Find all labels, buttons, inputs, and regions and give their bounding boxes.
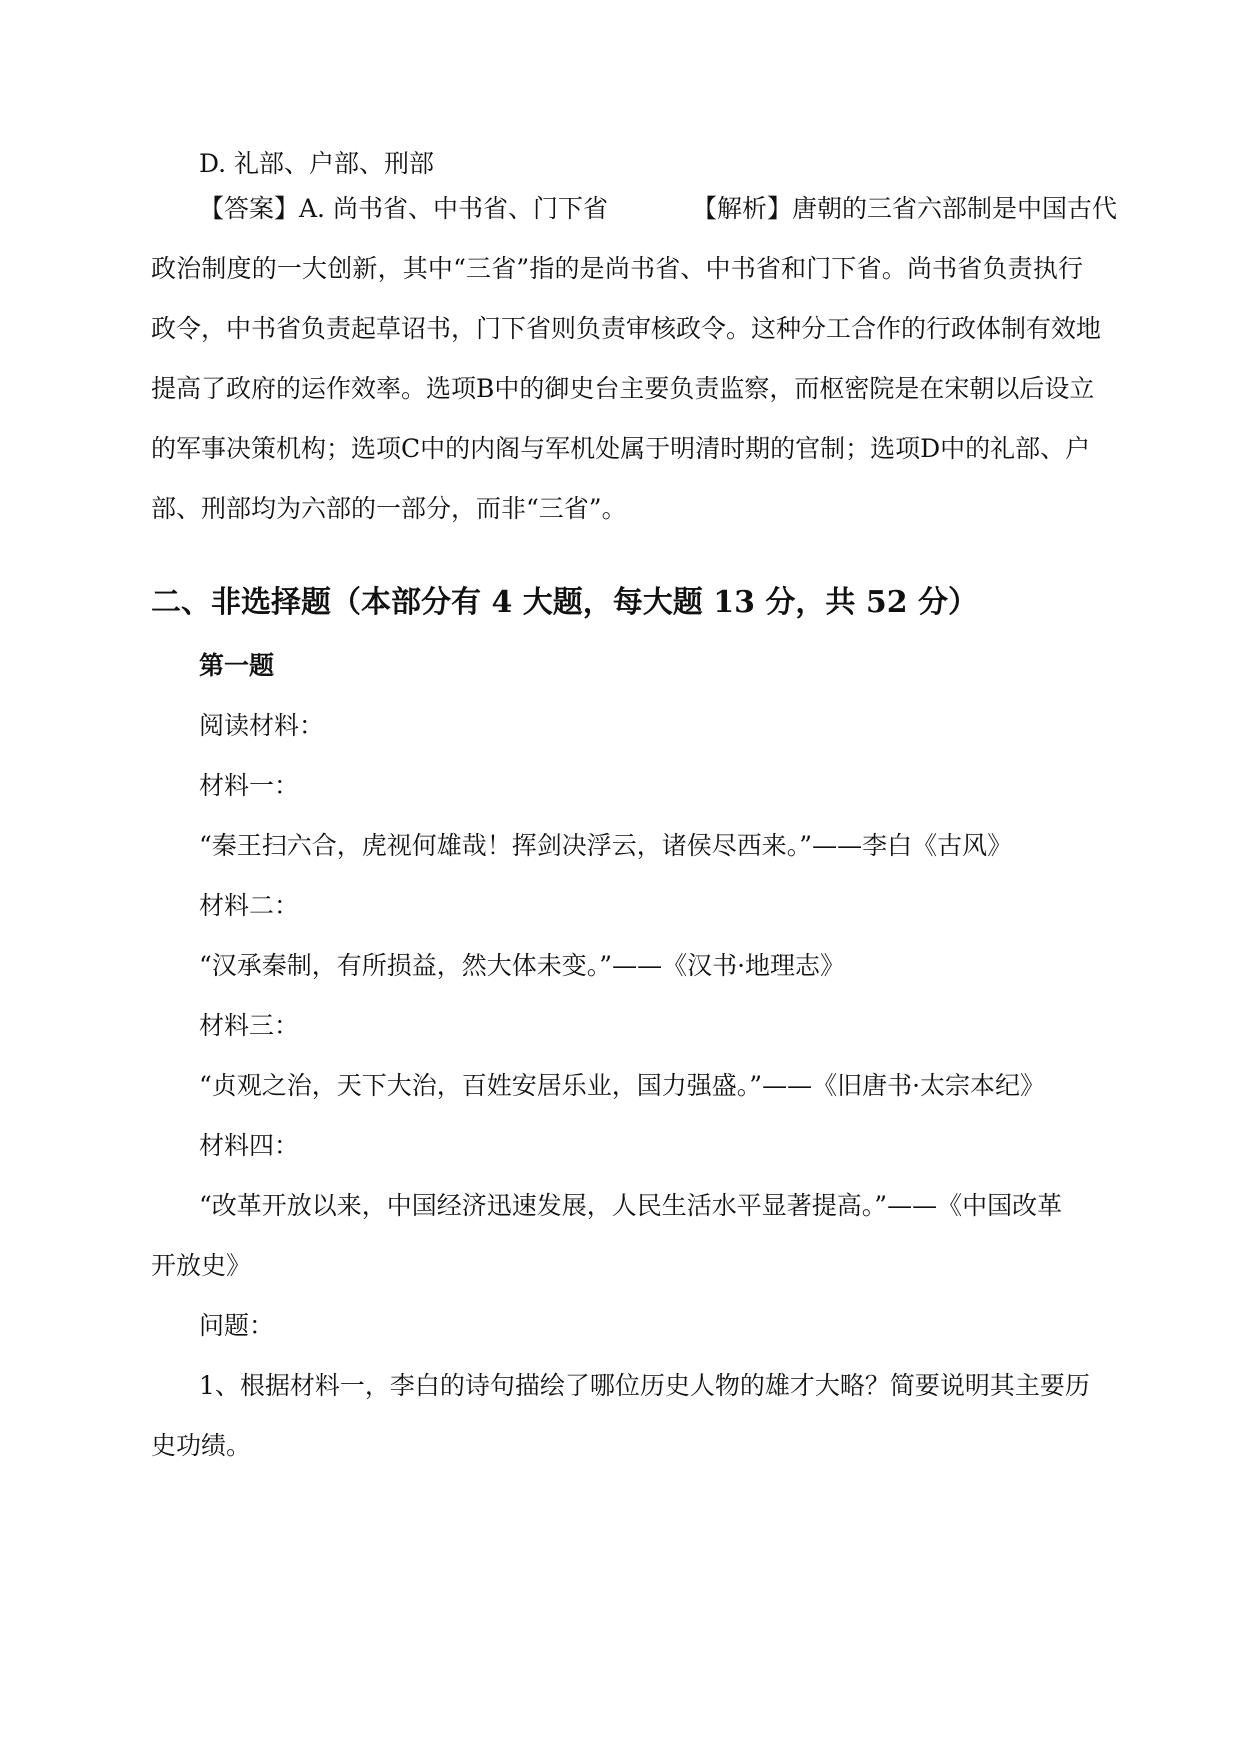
section-title: 二、非选择题（本部分有 4 大题，每大题 13 分，共 52 分） <box>151 585 979 620</box>
material-2-text: “汉承秦制，有所损益，然大体未变。”——《汉书·地理志》 <box>199 951 846 980</box>
question-prompt-label: 问题： <box>199 1311 275 1340</box>
material-3-label: 材料三： <box>199 1011 300 1040</box>
material-4-text-line-2: 开放史》 <box>151 1251 252 1280</box>
analysis-line-4: 的军事决策机构；选项C中的内阁与军机处属于明清时期的官制；选项D中的礼部、户 <box>151 434 1091 463</box>
analysis-line-1: 政治制度的一大创新，其中“三省”指的是尚书省、中书省和门下省。尚书省负责执行 <box>151 254 1083 283</box>
material-3-text: “贞观之治，天下大治，百姓安居乐业，国力强盛。”——《旧唐书·太宗本纪》 <box>199 1071 1046 1100</box>
question-1-line-2: 史功绩。 <box>151 1431 252 1460</box>
question-1-line-1: 1、根据材料一，李白的诗句描绘了哪位历史人物的雄才大略？简要说明其主要历 <box>199 1371 1090 1400</box>
material-2-label: 材料二： <box>199 891 300 920</box>
question-title: 第一题 <box>199 651 275 680</box>
material-4-label: 材料四： <box>199 1131 300 1160</box>
material-4-text-line-1: “改革开放以来，中国经济迅速发展，人民生活水平显著提高。”——《中国改革 <box>199 1191 1063 1220</box>
material-1-text: “秦王扫六合，虎视何雄哉！挥剑决浮云，诸侯尽西来。”——李白《古风》 <box>199 831 1013 860</box>
analysis-line-5: 部、刑部均为六部的一部分，而非“三省”。 <box>151 494 627 523</box>
material-1-label: 材料一： <box>199 771 300 800</box>
answer-label: 【答案】A. 尚书省、中书省、门下省 <box>199 194 608 223</box>
question-intro: 阅读材料： <box>199 711 325 740</box>
answer-line <box>199 193 1117 225</box>
analysis-lead: 【解析】唐朝的三省六部制是中国古代 <box>691 194 1117 223</box>
option-d: D. 礼部、户部、刑部 <box>199 149 435 178</box>
analysis-line-3: 提高了政府的运作效率。选项B中的御史台主要负责监察，而枢密院是在宋朝以后设立 <box>151 374 1095 403</box>
analysis-line-2: 政令，中书省负责起草诏书，门下省则负责审核政令。这种分工合作的行政体制有效地 <box>151 314 1102 343</box>
